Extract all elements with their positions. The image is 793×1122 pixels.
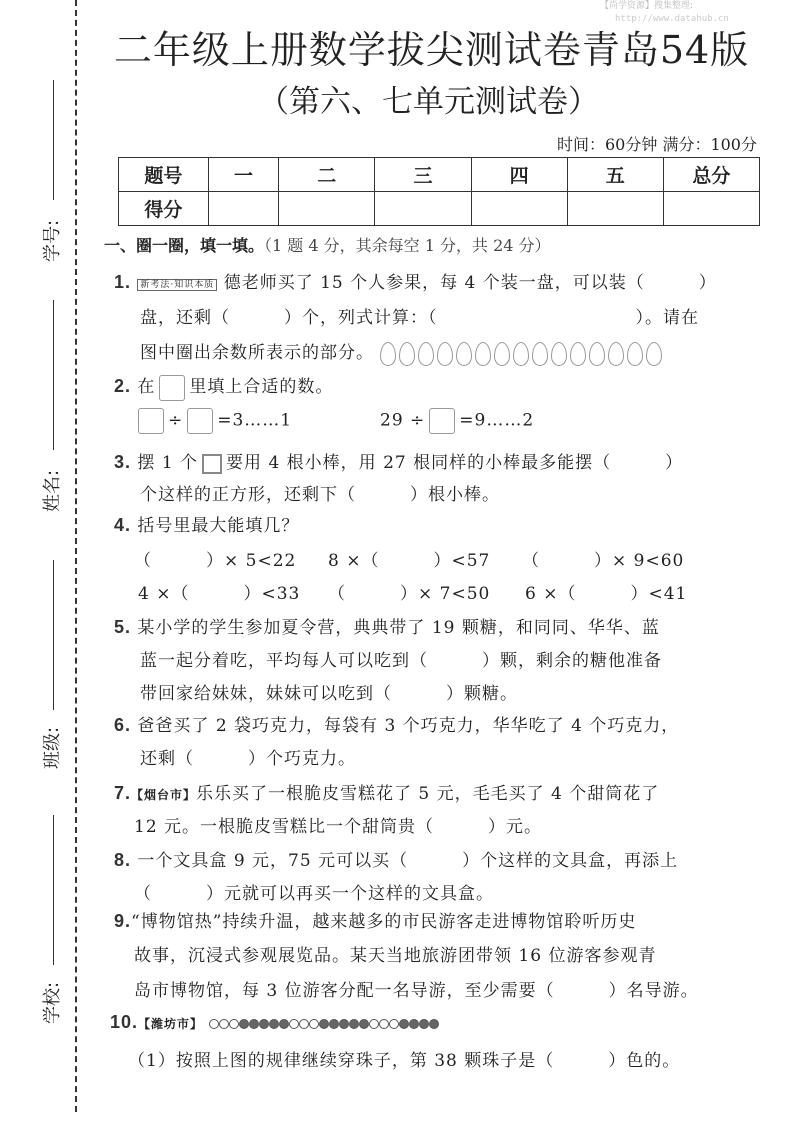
answer-box[interactable] (429, 408, 455, 434)
question-2-equation-2 (380, 408, 534, 434)
section-note: （1 题 4 分，其余每空 1 分，共 24 分） (264, 236, 551, 255)
question-tag: 【潍坊市】 (138, 1017, 204, 1031)
question-text: 在 (137, 377, 156, 397)
white-bead-icon (379, 1019, 389, 1029)
question-number: 4. (114, 515, 132, 535)
question-number: 10. (110, 1012, 139, 1032)
table-cell: 三 (375, 158, 471, 192)
class-label: 班级: (42, 726, 64, 770)
student-name-label: 姓名: (42, 469, 64, 513)
ginseng-fruit-icon[interactable] (608, 342, 624, 366)
page-subtitle: （第六、七单元测试卷） (258, 84, 599, 120)
table-cell: 五 (567, 158, 663, 192)
question-text: 里填上合适的数。 (189, 377, 334, 397)
inequality: 6 ×（ ）<41 (525, 584, 688, 604)
white-bead-icon (209, 1019, 219, 1029)
question-1 (114, 268, 717, 293)
white-bead-icon (229, 1019, 239, 1029)
page-title: 二年级上册数学拔尖测试卷青岛54版 (113, 28, 750, 72)
table-cell: 四 (471, 158, 567, 192)
ginseng-fruit-icon[interactable] (532, 342, 548, 366)
question-5 (114, 613, 660, 638)
question-2-equation-1 (134, 408, 292, 434)
score-cell[interactable] (471, 192, 567, 226)
white-bead-icon (289, 1019, 299, 1029)
ginseng-fruit-icon[interactable] (380, 342, 396, 366)
question-8 (114, 846, 678, 871)
white-bead-icon (369, 1019, 379, 1029)
question-10-sub-1: （1）按照上图的规律继续穿珠子，第 38 颗珠子是（ ）色的。 (128, 1051, 681, 1071)
question-1-line-3 (140, 338, 665, 366)
answer-box[interactable] (187, 408, 213, 434)
question-2 (114, 372, 333, 401)
question-1-line-2: 盘，还剩（ ）个，列式计算：（ ）。请在 (140, 308, 699, 328)
gray-bead-icon (419, 1019, 429, 1029)
question-4 (114, 511, 299, 536)
question-number: 1. (114, 272, 132, 292)
answer-box-icon (159, 375, 185, 401)
question-text: 要用 4 根小棒，用 27 根同样的小棒最多能摆（ ） (226, 453, 684, 473)
question-text: 括号里最大能填几？ (137, 516, 300, 536)
question-number: 8. (114, 850, 132, 870)
question-text: 摆 1 个 (137, 453, 199, 473)
question-6-line-2: 还剩（ ）个巧克力。 (140, 749, 356, 769)
white-bead-icon (299, 1019, 309, 1029)
question-number: 7. (114, 783, 132, 803)
gray-bead-icon (329, 1019, 339, 1029)
name-underline (53, 300, 54, 450)
question-9-line-3: 岛市博物馆，每 3 位游客分配一名导游，至少需要（ ）名导游。 (134, 981, 699, 1001)
question-number: 5. (114, 617, 132, 637)
question-number: 9. (114, 911, 132, 931)
ginseng-fruit-icon[interactable] (627, 342, 643, 366)
table-cell: 题号 (119, 158, 209, 192)
gray-bead-icon (339, 1019, 349, 1029)
table-cell: 一 (208, 158, 279, 192)
question-tag: 新考法·知识本质 (137, 279, 217, 291)
score-cell[interactable] (208, 192, 279, 226)
square-icon (202, 454, 222, 474)
ginseng-fruit-icon[interactable] (475, 342, 491, 366)
ginseng-fruit-icon[interactable] (437, 342, 453, 366)
ginseng-fruit-icon[interactable] (570, 342, 586, 366)
ginseng-fruit-icon[interactable] (646, 342, 662, 366)
table-cell: 总分 (663, 158, 759, 192)
question-tag: 【烟台市】 (131, 788, 197, 802)
gray-bead-icon (319, 1019, 329, 1029)
school-label: 学校: (42, 981, 64, 1025)
ginseng-fruit-icon[interactable] (551, 342, 567, 366)
question-text: 图中圈出余数所表示的部分。 (140, 343, 374, 363)
score-table (118, 157, 760, 226)
question-text: 某小学的学生参加夏令营，典典带了 19 颗糖，和同同、华华、蓝 (137, 618, 660, 638)
section-1-heading (104, 233, 551, 256)
gray-bead-icon (399, 1019, 409, 1029)
gray-bead-icon (239, 1019, 249, 1029)
table-cell: 得分 (119, 192, 209, 226)
gray-bead-icon (259, 1019, 269, 1029)
equation-left: 29 ÷ (380, 410, 426, 431)
question-text: 一个文具盒 9 元，75 元可以买（ ）个这样的文具盒，再添上 (137, 851, 679, 871)
score-cell[interactable] (663, 192, 759, 226)
table-cell: 二 (279, 158, 375, 192)
school-underline (53, 815, 54, 965)
gray-bead-icon (249, 1019, 259, 1029)
answer-box[interactable] (138, 408, 164, 434)
question-number: 3. (114, 452, 132, 472)
watermark-url: http://www.datahub.cn (615, 14, 729, 24)
question-number: 6. (114, 715, 132, 735)
question-10 (110, 1012, 439, 1033)
ginseng-fruit-icon[interactable] (494, 342, 510, 366)
gray-bead-icon (279, 1019, 289, 1029)
gray-bead-icon (269, 1019, 279, 1029)
score-cell[interactable] (567, 192, 663, 226)
score-table-header-row (119, 158, 760, 192)
question-number: 2. (114, 376, 132, 396)
watermark-text: 【尚学资源】搜集整理: (600, 1, 694, 11)
white-bead-icon (389, 1019, 399, 1029)
inequality: 4 ×（ ）<33 (138, 584, 301, 604)
ginseng-fruit-icon[interactable] (456, 342, 472, 366)
inequality: （ ）× 9<60 (522, 551, 685, 571)
equation-result: =9……2 (459, 410, 535, 431)
inequality: （ ）× 7<50 (328, 584, 491, 604)
question-6 (114, 711, 679, 736)
equation-result: =3……1 (217, 410, 293, 431)
ginseng-fruit-icon[interactable] (513, 342, 529, 366)
binding-dashed-line (75, 0, 77, 1112)
ginseng-fruit-row[interactable] (380, 343, 665, 363)
question-9 (114, 907, 636, 932)
operator: ÷ (168, 410, 184, 431)
inequality: 8 ×（ ）<57 (328, 551, 491, 571)
question-5-line-3: 带回家给妹妹，妹妹可以吃到（ ）颗糖。 (140, 684, 518, 704)
question-text: 乐乐买了一根脆皮雪糕花了 5 元，毛毛买了 4 个甜筒花了 (196, 784, 660, 804)
score-table-score-row (119, 192, 760, 226)
id-underline (53, 80, 54, 200)
score-cell[interactable] (375, 192, 471, 226)
gray-bead-icon (429, 1019, 439, 1029)
gray-bead-icon (409, 1019, 419, 1029)
question-5-line-2: 蓝一起分着吃，平均每人可以吃到（ ）颗，剩余的糖他准备 (140, 651, 662, 671)
ginseng-fruit-icon[interactable] (589, 342, 605, 366)
gray-bead-icon (359, 1019, 369, 1029)
question-text: “博物馆热”持续升温，越来越多的市民游客走进博物馆聆听历史 (131, 912, 637, 932)
inequality: （ ）× 5<22 (134, 551, 297, 571)
question-3-line-2: 个这样的正方形，还剩下（ ）根小棒。 (140, 485, 500, 505)
gray-bead-icon (349, 1019, 359, 1029)
question-7 (114, 779, 659, 804)
question-text: 德老师买了 15 个人参果，每 4 个装一盘，可以装（ ） (223, 273, 717, 293)
ginseng-fruit-icon[interactable] (418, 342, 434, 366)
white-bead-icon (219, 1019, 229, 1029)
white-bead-icon (309, 1019, 319, 1029)
question-3 (114, 448, 683, 474)
question-text: 爸爸买了 2 袋巧克力，每袋有 3 个巧克力，华华吃了 4 个巧克力， (137, 716, 680, 736)
question-8-line-2: （ ）元就可以再买一个这样的文具盒。 (134, 884, 494, 904)
question-7-line-2: 12 元。一根脆皮雪糕比一个甜筒贵（ ）元。 (134, 817, 543, 837)
score-cell[interactable] (279, 192, 375, 226)
bead-string-image (209, 1013, 439, 1033)
class-underline (53, 560, 54, 710)
ginseng-fruit-icon[interactable] (399, 342, 415, 366)
section-title: 一、圈一圈，填一填。 (104, 236, 265, 255)
question-9-line-2: 故事，沉浸式参观展览品。某天当地旅游团带领 16 位游客参观青 (134, 946, 657, 966)
student-id-label: 学号: (42, 219, 64, 263)
exam-time-info: 时间：60分钟 满分：100分 (557, 135, 757, 154)
